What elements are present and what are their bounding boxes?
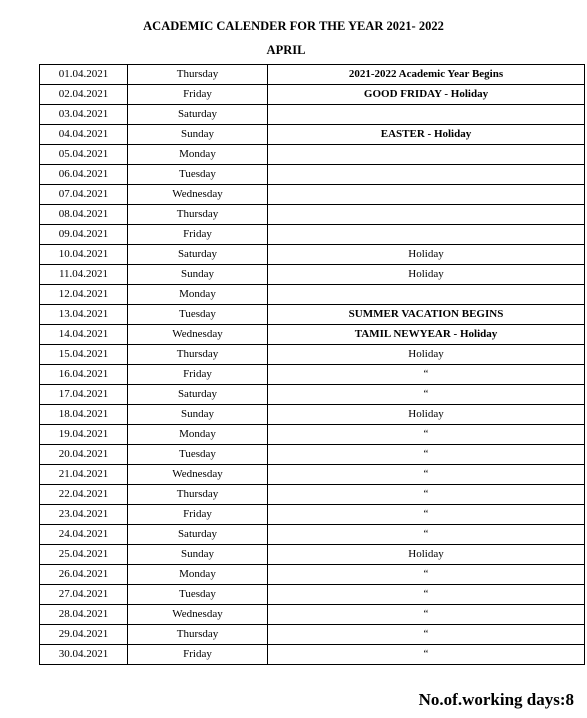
day-cell: Tuesday <box>128 585 268 605</box>
event-cell: “ <box>268 585 585 605</box>
event-cell: 2021-2022 Academic Year Begins <box>268 65 585 85</box>
day-cell: Monday <box>128 565 268 585</box>
table-row <box>40 365 585 385</box>
date-cell: 30.04.2021 <box>40 645 128 665</box>
table-row <box>40 445 585 465</box>
table-row <box>40 65 585 85</box>
day-cell: Saturday <box>128 525 268 545</box>
event-cell: EASTER - Holiday <box>268 125 585 145</box>
day-cell: Saturday <box>128 105 268 125</box>
event-cell <box>268 205 585 225</box>
table-row <box>40 345 585 365</box>
event-cell <box>268 165 585 185</box>
date-cell: 18.04.2021 <box>40 405 128 425</box>
table-row <box>40 385 585 405</box>
table-row <box>40 225 585 245</box>
event-cell: “ <box>268 425 585 445</box>
table-row <box>40 465 585 485</box>
table-row <box>40 505 585 525</box>
table-row <box>40 185 585 205</box>
day-cell: Saturday <box>128 385 268 405</box>
date-cell: 22.04.2021 <box>40 485 128 505</box>
date-cell: 07.04.2021 <box>40 185 128 205</box>
table-row <box>40 325 585 345</box>
table-row <box>40 605 585 625</box>
event-cell: “ <box>268 385 585 405</box>
day-cell: Thursday <box>128 625 268 645</box>
day-cell: Tuesday <box>128 445 268 465</box>
table-row <box>40 525 585 545</box>
event-cell: “ <box>268 565 585 585</box>
table-row <box>40 265 585 285</box>
date-cell: 20.04.2021 <box>40 445 128 465</box>
day-cell: Thursday <box>128 485 268 505</box>
date-cell: 06.04.2021 <box>40 165 128 185</box>
table-row <box>40 625 585 645</box>
date-cell: 12.04.2021 <box>40 285 128 305</box>
date-cell: 27.04.2021 <box>40 585 128 605</box>
day-cell: Monday <box>128 145 268 165</box>
day-cell: Tuesday <box>128 165 268 185</box>
date-cell: 09.04.2021 <box>40 225 128 245</box>
date-cell: 25.04.2021 <box>40 545 128 565</box>
event-cell: “ <box>268 605 585 625</box>
day-cell: Wednesday <box>128 465 268 485</box>
table-row <box>40 405 585 425</box>
table-row <box>40 85 585 105</box>
event-cell <box>268 285 585 305</box>
date-cell: 15.04.2021 <box>40 345 128 365</box>
event-cell <box>268 105 585 125</box>
event-cell: “ <box>268 525 585 545</box>
day-cell: Friday <box>128 365 268 385</box>
day-cell: Monday <box>128 425 268 445</box>
event-cell: Holiday <box>268 405 585 425</box>
day-cell: Friday <box>128 645 268 665</box>
event-cell <box>268 185 585 205</box>
date-cell: 17.04.2021 <box>40 385 128 405</box>
day-cell: Thursday <box>128 205 268 225</box>
day-cell: Sunday <box>128 405 268 425</box>
date-cell: 08.04.2021 <box>40 205 128 225</box>
table-row <box>40 545 585 565</box>
day-cell: Friday <box>128 85 268 105</box>
month-heading: APRIL <box>266 43 306 57</box>
event-cell: GOOD FRIDAY - Holiday <box>268 85 585 105</box>
event-cell: TAMIL NEWYEAR - Holiday <box>268 325 585 345</box>
day-cell: Thursday <box>128 345 268 365</box>
event-cell: “ <box>268 645 585 665</box>
date-cell: 04.04.2021 <box>40 125 128 145</box>
document-title: ACADEMIC CALENDER FOR THE YEAR 2021- 2022 <box>143 19 444 33</box>
event-cell <box>268 145 585 165</box>
day-cell: Wednesday <box>128 185 268 205</box>
date-cell: 24.04.2021 <box>40 525 128 545</box>
day-cell: Sunday <box>128 125 268 145</box>
event-cell: Holiday <box>268 345 585 365</box>
date-cell: 29.04.2021 <box>40 625 128 645</box>
day-cell: Wednesday <box>128 605 268 625</box>
event-cell: SUMMER VACATION BEGINS <box>268 305 585 325</box>
table-row <box>40 485 585 505</box>
day-cell: Sunday <box>128 545 268 565</box>
day-cell: Sunday <box>128 265 268 285</box>
table-row <box>40 425 585 445</box>
date-cell: 19.04.2021 <box>40 425 128 445</box>
calendar-table <box>39 64 585 665</box>
date-cell: 02.04.2021 <box>40 85 128 105</box>
working-days-summary: No.of.working days:8 <box>418 690 574 709</box>
event-cell: “ <box>268 365 585 385</box>
day-cell: Friday <box>128 225 268 245</box>
date-cell: 05.04.2021 <box>40 145 128 165</box>
table-row <box>40 165 585 185</box>
day-cell: Wednesday <box>128 325 268 345</box>
event-cell: “ <box>268 445 585 465</box>
event-cell: “ <box>268 505 585 525</box>
table-row <box>40 305 585 325</box>
table-row <box>40 145 585 165</box>
table-row <box>40 585 585 605</box>
event-cell: “ <box>268 625 585 645</box>
day-cell: Tuesday <box>128 305 268 325</box>
table-row <box>40 285 585 305</box>
table-row <box>40 105 585 125</box>
date-cell: 14.04.2021 <box>40 325 128 345</box>
table-row <box>40 245 585 265</box>
event-cell: Holiday <box>268 245 585 265</box>
table-row <box>40 565 585 585</box>
event-cell: Holiday <box>268 545 585 565</box>
date-cell: 11.04.2021 <box>40 265 128 285</box>
date-cell: 16.04.2021 <box>40 365 128 385</box>
date-cell: 23.04.2021 <box>40 505 128 525</box>
day-cell: Saturday <box>128 245 268 265</box>
date-cell: 13.04.2021 <box>40 305 128 325</box>
event-cell: Holiday <box>268 265 585 285</box>
day-cell: Monday <box>128 285 268 305</box>
date-cell: 28.04.2021 <box>40 605 128 625</box>
date-cell: 26.04.2021 <box>40 565 128 585</box>
date-cell: 21.04.2021 <box>40 465 128 485</box>
date-cell: 03.04.2021 <box>40 105 128 125</box>
table-row <box>40 205 585 225</box>
table-row <box>40 125 585 145</box>
day-cell: Thursday <box>128 65 268 85</box>
calendar-body <box>40 65 585 665</box>
date-cell: 01.04.2021 <box>40 65 128 85</box>
event-cell: “ <box>268 465 585 485</box>
day-cell: Friday <box>128 505 268 525</box>
event-cell: “ <box>268 485 585 505</box>
date-cell: 10.04.2021 <box>40 245 128 265</box>
table-row <box>40 645 585 665</box>
event-cell <box>268 225 585 245</box>
